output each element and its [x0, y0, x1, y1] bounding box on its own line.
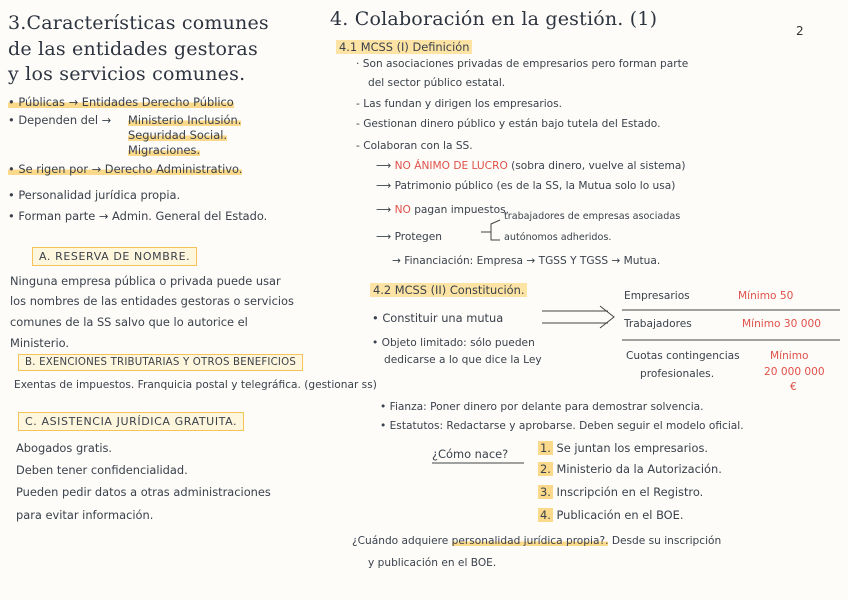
step-4: 4. Publicación en el BOE.	[540, 508, 684, 522]
trabajadores-min: Mínimo 30 000	[742, 318, 821, 330]
left-title-line-1: 3.Características comunes	[8, 12, 269, 34]
forman-line: • Forman parte → Admin. General del Estado.	[8, 209, 268, 223]
empresarios-label: Empresarios	[624, 290, 690, 302]
dependen-item-2: Seguridad Social.	[128, 128, 227, 142]
asistencia-line-4: para evitar información.	[16, 508, 154, 522]
objeto-line-2: dedicarse a lo que dice la Ley	[384, 354, 542, 366]
reserva-line-2: los nombres de las entidades gestoras o servicios	[10, 294, 294, 308]
publicas-line: • Públicas → Entidades Derecho Público	[8, 95, 234, 109]
protegen-option-1: trabajadores de empresas asociadas	[504, 211, 681, 222]
dependen-item-3: Migraciones.	[128, 143, 201, 157]
step-2: 2. Ministerio da la Autorización.	[540, 462, 722, 476]
rigen-line: • Se rigen por → Derecho Administrativo.	[8, 162, 243, 176]
def-line-5: - Colaboran con la SS.	[356, 140, 473, 152]
exenciones-heading: B. EXENCIONES TRIBUTARIAS Y OTROS BENEFICIOS	[18, 354, 303, 371]
dependen-line: • Dependen del →	[8, 113, 112, 127]
financiacion-line: → Financiación: Empresa → TGSS Y TGSS → Mutua.	[392, 255, 661, 267]
no-animo-label: NO ÁNIMO DE LUCRO	[394, 160, 508, 172]
cuotas-min-label: Mínimo	[770, 350, 809, 362]
asistencia-line-2: Deben tener confidencialidad.	[16, 463, 188, 477]
left-title-line-3: y los servicios comunes.	[8, 63, 246, 85]
protegen-option-2: autónomos adheridos.	[504, 232, 612, 243]
no-animo-note: (sobra dinero, vuelve al sistema)	[511, 160, 686, 172]
dependen-item-1: Ministerio Inclusión.	[128, 113, 242, 127]
sec2-title: 4.2 MCSS (II) Constitución.	[370, 283, 527, 297]
reserva-line-1: Ninguna empresa pública o privada puede usar	[10, 274, 281, 288]
impuestos-line: ⟶ NO pagan impuestos.	[376, 204, 509, 216]
reserva-line-4: Ministerio.	[10, 336, 70, 350]
step-1: 1. Se juntan los empresarios.	[540, 441, 708, 455]
def-line-3: - Las fundan y dirigen los empresarios.	[356, 98, 563, 110]
empresarios-min: Mínimo 50	[738, 290, 794, 302]
asistencia-heading: C. ASISTENCIA JURÍDICA GRATUITA.	[18, 412, 244, 431]
step-3: 3. Inscripción en el Registro.	[540, 485, 704, 499]
estatutos-line: • Estatutos: Redactarse y aprobarse. Deben seguir el modelo oficial.	[380, 420, 744, 432]
def-line-2: del sector público estatal.	[368, 77, 506, 89]
cuotas-line-1: Cuotas contingencias	[626, 350, 740, 362]
patrimonio-line: ⟶ Patrimonio público (es de la SS, la Mutua solo lo usa)	[376, 180, 676, 192]
asistencia-line-1: Abogados gratis.	[16, 441, 113, 455]
protegen-line: ⟶ Protegen	[376, 231, 442, 243]
objeto-line-1: • Objeto limitado: sólo pueden	[372, 337, 535, 349]
reserva-heading: A. RESERVA DE NOMBRE.	[32, 247, 197, 266]
cuotas-min-value: 20 000 000	[764, 366, 825, 378]
como-nace-label: ¿Cómo nace?	[432, 447, 509, 461]
fianza-line: • Fianza: Poner dinero por delante para demostrar solvencia.	[380, 401, 704, 413]
left-title-line-2: de las entidades gestoras	[8, 38, 258, 60]
reserva-line-3: comunes de la SS salvo que lo autorice el	[10, 315, 248, 329]
def-line-1: · Son asociaciones privadas de empresarios pero forman parte	[356, 58, 689, 70]
trabajadores-label: Trabajadores	[624, 318, 692, 330]
cuotas-min-currency: €	[790, 381, 797, 393]
exenciones-line: Exentas de impuestos. Franquicia postal y telegráfica. (gestionar ss)	[14, 379, 377, 391]
cuotas-line-2: profesionales.	[640, 368, 715, 380]
cuando-highlight: personalidad jurídica propia?.	[451, 535, 609, 547]
no-animo-line: ⟶ NO ÁNIMO DE LUCRO (sobra dinero, vuelve al sistema)	[376, 160, 686, 172]
sec1-title: 4.1 MCSS (I) Definición	[336, 40, 472, 54]
constituir-line: • Constituir una mutua	[372, 311, 504, 325]
right-title: 4. Colaboración en la gestión. (1)	[330, 8, 658, 30]
cuando-line: ¿Cuándo adquiere personalidad jurídica propia?. Desde su inscripción	[352, 535, 722, 547]
page-number: 2	[796, 24, 804, 38]
asistencia-line-3: Pueden pedir datos a otras administraciones	[16, 485, 271, 499]
personalidad-line: • Personalidad jurídica propia.	[8, 188, 181, 202]
def-line-4: - Gestionan dinero público y están bajo tutela del Estado.	[356, 118, 661, 130]
cuando-line-2: y publicación en el BOE.	[368, 557, 497, 569]
